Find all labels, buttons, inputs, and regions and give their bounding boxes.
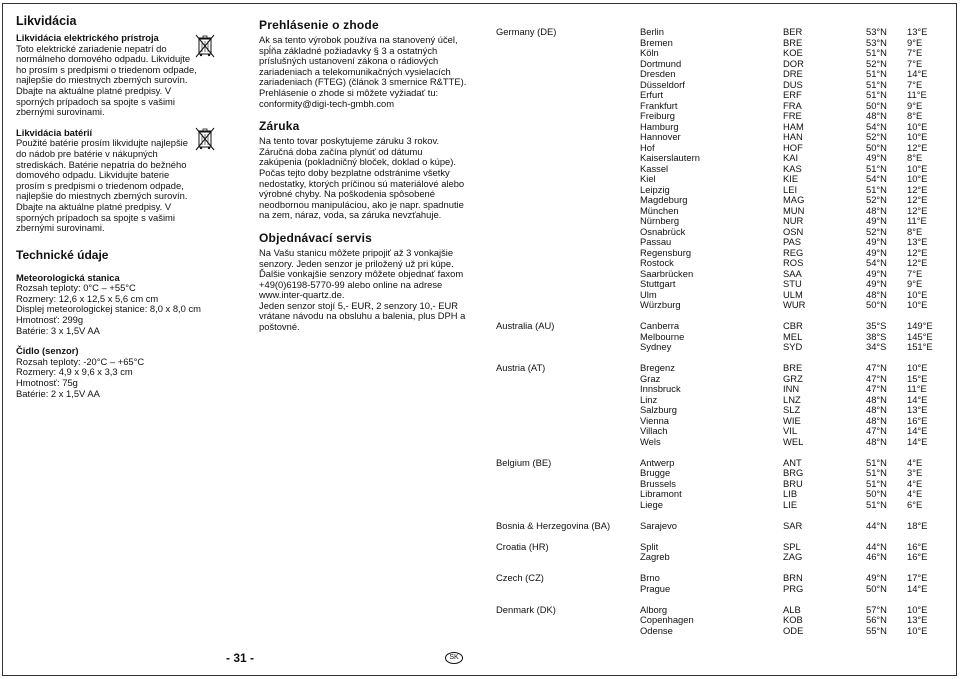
city-name: Passau	[640, 236, 672, 247]
city-longitude: 13°E	[907, 26, 928, 37]
city-latitude: 47°N	[866, 383, 887, 394]
disposal-column	[16, 14, 226, 399]
city-code: KAI	[783, 152, 799, 163]
text-line: Rozsah teploty: -20°C – +65°C	[16, 355, 145, 367]
city-name: Osnabrück	[640, 225, 686, 237]
country-label: Belgium (BE)	[496, 456, 552, 468]
city-name: Innsbruck	[640, 383, 681, 394]
text-line: Dbajte na aktuálne platné predpisy. V	[16, 200, 172, 212]
city-longitude: 16°E	[907, 414, 928, 426]
city-code: ULM	[783, 288, 803, 300]
battery-disposal-block	[16, 128, 226, 234]
city-longitude: 16°E	[907, 540, 928, 552]
city-latitude: 52°N	[866, 57, 887, 69]
city-name: Hamburg	[640, 120, 679, 132]
warranty-title: Záruka	[259, 119, 300, 134]
city-latitude: 48°N	[866, 414, 887, 426]
city-longitude: 4°E	[907, 456, 923, 468]
country-label: Denmark (DK)	[496, 603, 556, 615]
city-name: Salzburg	[640, 404, 678, 415]
city-code: DOR	[783, 57, 804, 69]
city-name: Magdeburg	[640, 194, 688, 205]
country-label: Austria (AT)	[496, 362, 546, 373]
city-longitude: 10°E	[907, 131, 928, 142]
conformity-column	[259, 14, 469, 333]
city-code: KAS	[783, 162, 802, 174]
city-name: Frankfurt	[640, 99, 678, 111]
crossed-bin-icon	[194, 126, 216, 152]
order-service-text	[259, 248, 469, 333]
sensor-specs	[16, 357, 226, 399]
city-longitude: 9°E	[907, 36, 923, 48]
city-latitude: 51°N	[866, 47, 887, 58]
city-name: Düsseldorf	[640, 78, 685, 90]
text-line: normálneho domového odpadu. Likvidujte	[16, 53, 191, 65]
city-code: ALB	[783, 603, 801, 615]
text-line: Batérie: 2 x 1,5V AA	[16, 387, 100, 399]
city-latitude: 48°N	[866, 110, 887, 121]
crossed-bin-icon	[194, 33, 216, 59]
city-latitude: 50°N	[866, 582, 887, 594]
city-longitude: 10°E	[907, 624, 928, 636]
city-longitude: 7°E	[907, 57, 923, 69]
warranty-text	[259, 136, 469, 221]
city-name: Graz	[640, 372, 661, 384]
city-latitude: 51°N	[866, 183, 887, 195]
city-code: FRE	[783, 110, 802, 121]
city-code: BRN	[783, 572, 803, 583]
text-line: nedostatky, ktorých príčinou sú materiálové alebo	[259, 177, 465, 189]
city-name: Berlin	[640, 26, 664, 37]
station-heading: Meteorologická stanica	[16, 271, 120, 283]
city-code: VIL	[783, 425, 798, 436]
city-latitude: 51°N	[866, 78, 887, 90]
text-line: poštovné.	[259, 321, 300, 333]
city-latitude: 53°N	[866, 36, 887, 48]
city-longitude: 16°E	[907, 551, 928, 562]
city-longitude: 7°E	[907, 47, 923, 58]
city-latitude: 48°N	[866, 404, 887, 415]
conformity-text	[259, 35, 469, 109]
city-longitude: 13°E	[907, 614, 928, 625]
city-code: ROS	[783, 257, 804, 268]
text-line: Rozmery: 4,9 x 9,6 x 3,3 cm	[16, 366, 133, 378]
text-line: zakúpenia (pokladničný bloček, doklad o kúpe).	[259, 156, 456, 168]
city-code: LIB	[783, 488, 798, 499]
city-longitude: 13°E	[907, 404, 928, 415]
text-line: najlepšie do miestnych zberných surovín.	[16, 74, 188, 86]
city-longitude: 11°E	[907, 383, 927, 394]
text-line: conformity@digi-tech-gmbh.com	[259, 97, 395, 109]
city-latitude: 49°N	[866, 152, 887, 163]
city-name: Leipzig	[640, 183, 670, 195]
city-longitude: 9°E	[907, 278, 923, 289]
text-line: spĺňa základné požiadavky § 3 a ostatných	[259, 44, 438, 56]
city-latitude: 34°S	[866, 341, 887, 352]
city-name: Split	[640, 540, 659, 552]
city-longitude: 7°E	[907, 78, 923, 90]
city-code: BRE	[783, 362, 803, 373]
text-line: Dbajte na aktuálne platné predpisy. V	[16, 84, 172, 96]
city-longitude: 14°E	[907, 435, 928, 447]
device-disposal-heading: Likvidácia elektrického prístroja	[16, 32, 159, 43]
city-code: PAS	[783, 236, 802, 247]
city-name: Brno	[640, 572, 660, 583]
city-latitude: 52°N	[866, 131, 887, 142]
city-name: Saarbrücken	[640, 267, 694, 279]
city-latitude: 47°N	[866, 425, 887, 436]
city-code: ANT	[783, 456, 802, 468]
city-longitude: 10°E	[907, 162, 928, 174]
city-name: Odense	[640, 624, 673, 636]
city-latitude: 49°N	[866, 278, 887, 289]
city-longitude: 149°E	[907, 320, 933, 331]
text-line: prosím s predpismi o triedenom odpade,	[16, 179, 184, 191]
country-label: Australia (AU)	[496, 320, 555, 331]
city-code: KOE	[783, 47, 803, 58]
city-name: Sydney	[640, 341, 672, 352]
city-name: Freiburg	[640, 110, 675, 121]
text-line: zariadeniach (FTEG) (článok 3 smernice R&TTE).	[259, 76, 467, 88]
city-code: MAG	[783, 194, 805, 205]
city-code: BRU	[783, 477, 803, 489]
city-latitude: 52°N	[866, 194, 887, 205]
city-code: LEI	[783, 183, 798, 195]
city-name: Stuttgart	[640, 278, 676, 289]
city-longitude: 6°E	[907, 498, 923, 510]
city-code: INN	[783, 383, 800, 394]
order-service-title: Objednávací servis	[259, 230, 372, 245]
city-name: Villach	[640, 425, 668, 436]
text-line: Záručná doba začína plynúť od dátumu	[259, 145, 423, 157]
city-longitude: 18°E	[907, 519, 928, 531]
city-code: STU	[783, 278, 802, 289]
city-code: SYD	[783, 341, 803, 352]
text-line: www.inter-quartz.de.	[259, 289, 345, 301]
text-line: zbernými surovinami.	[16, 222, 105, 234]
text-line: ho prosím s predpismi o triedenom odpade,	[16, 63, 197, 75]
city-latitude: 48°N	[866, 204, 887, 216]
city-name: Kiel	[640, 173, 656, 184]
battery-disposal-text	[16, 138, 226, 233]
city-code: MUN	[783, 204, 805, 216]
city-code: OSN	[783, 225, 804, 237]
city-code: DUS	[783, 78, 803, 90]
city-latitude: 51°N	[866, 456, 887, 468]
text-line: výrobné chyby. Na poškodenia spôsobené	[259, 188, 435, 200]
text-line: Batérie: 3 x 1,5V AA	[16, 324, 100, 336]
text-line: najlepšie do miestnych zberných surovín.	[16, 190, 188, 202]
city-code: HAM	[783, 120, 804, 132]
city-latitude: 53°N	[866, 26, 887, 37]
device-disposal-block	[16, 33, 226, 118]
city-latitude: 49°N	[866, 572, 887, 583]
city-longitude: 15°E	[907, 372, 928, 384]
city-latitude: 47°N	[866, 372, 887, 384]
city-code: LNZ	[783, 393, 801, 405]
city-name: Bremen	[640, 36, 673, 48]
city-code: CBR	[783, 320, 803, 331]
city-longitude: 12°E	[907, 141, 928, 153]
country-label: Czech (CZ)	[496, 572, 544, 583]
text-line: príslušných ustanovení zákona o rádiových	[259, 55, 439, 67]
city-longitude: 12°E	[907, 183, 928, 195]
text-line: Použité batérie prosím likvidujte najlepšie	[16, 137, 188, 149]
city-name: Hannover	[640, 131, 681, 142]
text-line: sporných prípadoch sa spojte s vašimi	[16, 211, 175, 223]
city-longitude: 7°E	[907, 267, 923, 279]
text-line: zbernými surovinami.	[16, 106, 105, 118]
city-name: Sarajevo	[640, 519, 678, 531]
city-code: DRE	[783, 68, 803, 79]
city-name: Vienna	[640, 414, 670, 426]
city-latitude: 50°N	[866, 488, 887, 499]
city-longitude: 3°E	[907, 467, 923, 478]
city-code: ODE	[783, 624, 804, 636]
city-code: HAN	[783, 131, 803, 142]
city-name: Linz	[640, 393, 658, 405]
city-name: Kassel	[640, 162, 669, 174]
city-code: ZAG	[783, 551, 803, 562]
city-name: Antwerp	[640, 456, 675, 468]
city-name: Alborg	[640, 603, 668, 615]
city-latitude: 51°N	[866, 89, 887, 100]
city-code: MEL	[783, 330, 803, 342]
page-number: - 31 -	[226, 651, 255, 665]
city-longitude: 12°E	[907, 194, 928, 205]
text-line: strediskách. Batérie nepatria do bežného	[16, 158, 187, 170]
city-code: LIE	[783, 498, 798, 510]
city-name: Würzburg	[640, 299, 681, 310]
city-name: Dortmund	[640, 57, 682, 69]
city-longitude: 10°E	[907, 173, 928, 184]
city-name: Zagreb	[640, 551, 670, 562]
city-latitude: 48°N	[866, 435, 887, 447]
city-code: WEL	[783, 435, 804, 447]
text-line: vrátane návodu na obsluhu a balenia, plus DPH a	[259, 310, 466, 322]
city-latitude: 57°N	[866, 603, 887, 615]
city-latitude: 38°S	[866, 330, 887, 342]
city-longitude: 10°E	[907, 299, 928, 310]
city-name: Erfurt	[640, 89, 663, 100]
city-latitude: 52°N	[866, 225, 887, 237]
city-latitude: 48°N	[866, 393, 887, 405]
city-latitude: 51°N	[866, 68, 887, 79]
city-code: BRG	[783, 467, 804, 478]
city-code: KOB	[783, 614, 803, 625]
city-latitude: 46°N	[866, 551, 887, 562]
city-code: ERF	[783, 89, 802, 100]
station-specs	[16, 283, 226, 336]
city-name: Kaiserslautern	[640, 152, 700, 163]
city-name: Brussels	[640, 477, 676, 489]
text-line: sporných prípadoch sa spojte s vašimi	[16, 95, 175, 107]
city-name: Libramont	[640, 488, 682, 499]
city-latitude: 50°N	[866, 99, 887, 111]
text-line: Rozsah teploty: 0°C – +55°C	[16, 282, 136, 294]
text-line: Toto elektrické zariadenie nepatrí do	[16, 42, 167, 54]
city-longitude: 17°E	[907, 572, 928, 583]
city-longitude: 10°E	[907, 120, 928, 132]
city-code: HOF	[783, 141, 803, 153]
text-line: neodbornou manipuláciou, ako je napr. spadnutie	[259, 198, 464, 210]
city-name: Liege	[640, 498, 663, 510]
city-longitude: 14°E	[907, 393, 928, 405]
text-line: do nádob pre batérie v nákupných	[16, 147, 158, 159]
text-line: Ďalšie vonkajšie senzory môžete objednať faxom	[259, 268, 464, 280]
city-latitude: 50°N	[866, 299, 887, 310]
city-name: Melbourne	[640, 330, 685, 342]
city-longitude: 145°E	[907, 330, 933, 342]
city-longitude: 4°E	[907, 477, 923, 489]
country-label: Croatia (HR)	[496, 540, 549, 552]
city-latitude: 35°S	[866, 320, 887, 331]
text-line: na zem, náraz, voda, sa záruka nevzťahuje.	[259, 209, 442, 221]
city-code: BER	[783, 26, 803, 37]
city-longitude: 10°E	[907, 603, 928, 615]
city-longitude: 12°E	[907, 204, 928, 216]
city-code: FRA	[783, 99, 802, 111]
city-longitude: 14°E	[907, 68, 928, 79]
city-code: BRE	[783, 36, 803, 48]
city-latitude: 49°N	[866, 246, 887, 258]
city-longitude: 10°E	[907, 288, 928, 300]
sensor-heading: Čidlo (senzor)	[16, 345, 79, 357]
city-latitude: 55°N	[866, 624, 887, 636]
text-line: Prehlásenie o zhode si môžete vyžiadať tu:	[259, 86, 439, 98]
city-latitude: 50°N	[866, 141, 887, 153]
text-line: senzory. Jeden senzor je priložený už pri kúpe.	[259, 257, 454, 269]
city-code: WIE	[783, 414, 801, 426]
text-line: Hmotnosť: 75g	[16, 377, 78, 389]
city-name: Nürnberg	[640, 215, 680, 226]
city-latitude: 54°N	[866, 257, 887, 268]
city-longitude: 13°E	[907, 236, 928, 247]
city-name: Rostock	[640, 257, 674, 268]
city-code: NUR	[783, 215, 804, 226]
city-longitude: 12°E	[907, 246, 928, 258]
text-line: Rozmery: 12,6 x 12,5 x 5,6 cm cm	[16, 292, 159, 304]
conformity-title: Prehlásenie o zhode	[259, 18, 379, 32]
text-line: Hmotnosť: 299g	[16, 314, 84, 326]
city-longitude: 11°E	[907, 89, 927, 100]
city-name: Brugge	[640, 467, 671, 478]
country-label: Germany (DE)	[496, 26, 557, 37]
city-latitude: 51°N	[866, 477, 887, 489]
city-longitude: 11°E	[907, 215, 927, 226]
city-name: Canberra	[640, 320, 680, 331]
technical-data-title: Technické údaje	[16, 247, 109, 262]
text-line: zariadeniach a telekomunikačných vysielacích	[259, 65, 451, 77]
city-code: GRZ	[783, 372, 803, 384]
city-longitude: 151°E	[907, 341, 933, 352]
city-latitude: 56°N	[866, 614, 887, 625]
city-longitude: 14°E	[907, 582, 928, 594]
city-longitude: 8°E	[907, 152, 923, 163]
country-label: Bosnia & Herzegovina (BA)	[496, 519, 611, 531]
city-latitude: 54°N	[866, 173, 887, 184]
city-name: München	[640, 204, 679, 216]
disposal-title: Likvidácia	[16, 14, 77, 28]
city-latitude: 44°N	[866, 540, 887, 552]
text-line: Displej meteorologickej stanice: 8,0 x 8,0 cm	[16, 303, 201, 315]
city-name: Regensburg	[640, 246, 692, 258]
city-name: Dresden	[640, 68, 676, 79]
city-name: Wels	[640, 435, 661, 447]
city-name: Ulm	[640, 288, 657, 300]
city-name: Köln	[640, 47, 659, 58]
city-latitude: 51°N	[866, 467, 887, 478]
text-line: Jeden senzor stojí 5,- EUR, 2 senzory 10,- EUR	[259, 299, 459, 311]
city-code: WUR	[783, 299, 806, 310]
city-latitude: 51°N	[866, 498, 887, 510]
text-line: Ak sa tento výrobok používa na stanovený účel,	[259, 34, 458, 45]
text-line: +49(0)6198-5770-99 alebo online na adrese	[259, 278, 443, 290]
city-longitude: 8°E	[907, 225, 923, 237]
city-name: Prague	[640, 582, 671, 594]
city-latitude: 49°N	[866, 215, 887, 226]
city-longitude: 8°E	[907, 110, 923, 121]
text-line: Počas tejto doby bezplatne odstránime všetky	[259, 166, 450, 178]
city-code: SAA	[783, 267, 802, 279]
city-longitude: 14°E	[907, 425, 928, 436]
city-code: SAR	[783, 519, 803, 531]
city-latitude: 44°N	[866, 519, 887, 531]
text-line: Na tento tovar poskytujeme záruku 3 rokov.	[259, 135, 440, 147]
city-latitude: 54°N	[866, 120, 887, 132]
city-name: Copenhagen	[640, 614, 694, 625]
city-code: SPL	[783, 540, 801, 552]
city-latitude: 51°N	[866, 162, 887, 174]
language-badge: SK	[445, 652, 463, 664]
city-code: PRG	[783, 582, 804, 594]
city-name: Hof	[640, 141, 655, 153]
city-latitude: 47°N	[866, 362, 887, 373]
city-name: Bregenz	[640, 362, 675, 373]
city-longitude: 4°E	[907, 488, 923, 499]
city-code: SLZ	[783, 404, 801, 415]
battery-disposal-heading: Likvidácia batérií	[16, 126, 93, 138]
city-longitude: 9°E	[907, 99, 923, 111]
city-code: REG	[783, 246, 804, 258]
text-line: Na Vašu stanicu môžete pripojiť až 3 vonkajšie	[259, 246, 454, 258]
city-longitude: 10°E	[907, 362, 928, 373]
city-latitude: 49°N	[866, 236, 887, 247]
city-latitude: 48°N	[866, 288, 887, 300]
text-line: domového odpadu. Likvidujte baterie	[16, 169, 170, 181]
city-longitude: 12°E	[907, 257, 928, 268]
city-code: KIE	[783, 173, 799, 184]
city-latitude: 49°N	[866, 267, 887, 279]
